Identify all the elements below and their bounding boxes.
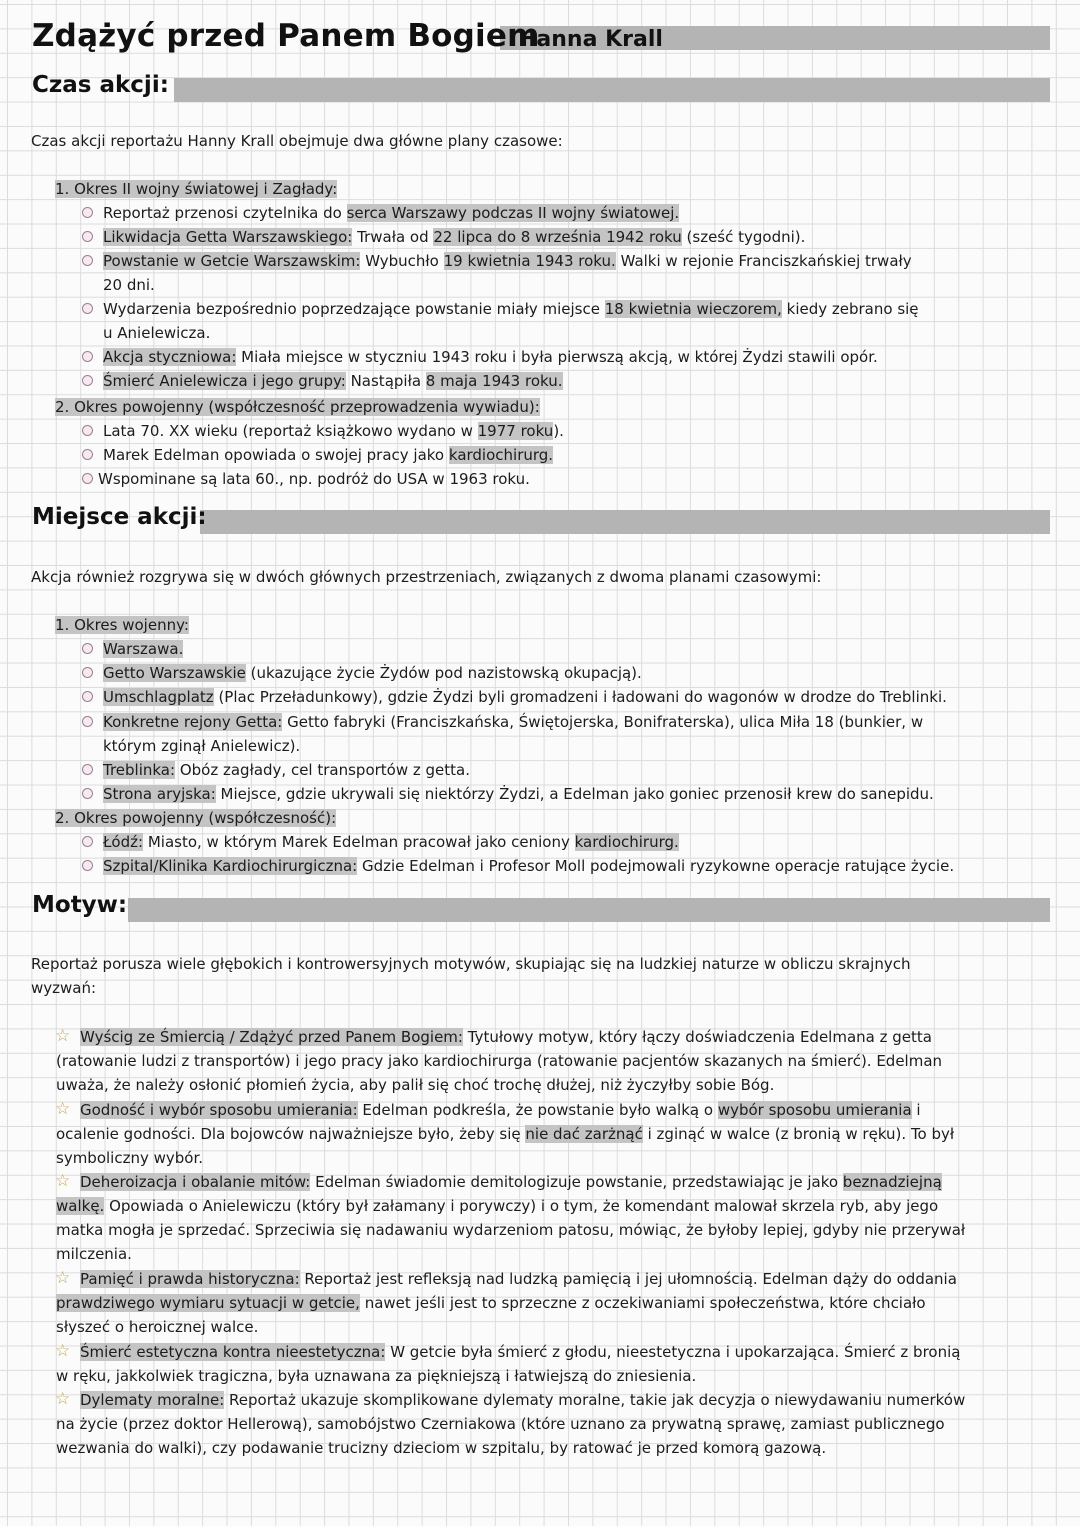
list-item: Treblinka: Obóz zagłady, cel transportów z getta. [103,761,471,779]
bullet-icon [82,788,93,799]
bullet-icon [82,716,93,727]
bullet-icon [82,207,93,218]
motyw-line: Godność i wybór sposobu umierania: Edelman podkreśla, że powstanie było walką o wybór sposobu umierania i [80,1101,921,1119]
list-item: Powstanie w Getcie Warszawskim: Wybuchło 19 kwietnia 1943 roku. Walki w rejonie Franciszkańskiej trwały [103,252,912,270]
bullet-icon [82,351,93,362]
motyw-line: słyszeć o heroicznej walce. [56,1318,259,1336]
star-icon: ☆ [55,1099,71,1119]
list-item-continuation: którym zginął Anielewicz). [103,737,301,755]
period-heading: 1. Okres wojenny: [55,616,189,634]
motyw-line: prawdziwego wymiaru sytuacji w getcie, nawet jeśli jest to sprzeczne z oczekiwaniami społeczeństwa, które chciało [56,1294,926,1312]
period-heading: 2. Okres powojenny (współczesność): [55,809,337,827]
motyw-line: Wyścig ze Śmiercią / Zdążyć przed Panem Bogiem: Tytułowy motyw, który łączy doświadczenia Edelmana z getta [80,1028,932,1046]
bullet-icon [82,303,93,314]
list-item-continuation: 20 dni. [103,276,155,294]
section-highlight-bar [174,78,1050,102]
motyw-line: (ratowanie ludzi z transportów) i jego pracy jako kardiochirurga (ratowanie pacjentów skazanych na śmierć). Edelman [56,1052,943,1070]
section-miejsce-akcji [30,504,1050,534]
period-heading: 1. Okres II wojny światowej i Zagłady: [55,180,338,198]
section-highlight-bar [200,510,1050,534]
list-item: Wydarzenia bezpośrednio poprzedzające powstanie miały miejsce 18 kwietnia wieczorem, kiedy zebrano się [103,300,919,318]
motyw-line: milczenia. [56,1245,132,1263]
list-item: Lata 70. XX wieku (reportaż książkowo wydano w 1977 roku). [103,422,564,440]
motyw-line: na życie (przez doktor Hellerową), samobójstwo Czerniakowa (które uznano za prywatną sprawę, zamiast publicznego [56,1415,945,1433]
section-motyw [30,892,1050,922]
bullet-icon [82,425,93,436]
star-icon: ☆ [55,1026,71,1046]
page-title: Zdążyć przed Panem Bogiem [32,18,540,54]
list-item: Strona aryjska: Miejsce, gdzie ukrywali się niektórzy Żydzi, a Edelman jako goniec przenosił krew do sanepidu. [103,785,934,803]
period-heading: 2. Okres powojenny (współczesność przeprowadzenia wywiadu): [55,398,540,416]
list-item: Likwidacja Getta Warszawskiego: Trwała od 22 lipca do 8 września 1942 roku (sześć tygodni). [103,228,806,246]
list-item: Konkretne rejony Getta: Getto fabryki (Franciszkańska, Świętojerska, Bonifraterska), ulica Miła 18 (bunkier, w [103,713,924,731]
list-item-continuation: u Anielewicza. [103,324,211,342]
bullet-icon [82,836,93,847]
list-item: Szpital/Klinika Kardiochirurgiczna: Gdzie Edelman i Profesor Moll podejmowali ryzykowne operacje ratujące życie. [103,857,955,875]
list-item: Getto Warszawskie (ukazujące życie Żydów pod nazistowską okupacją). [103,664,642,682]
motyw-line: matka mogła je sprzedać. Sprzeciwia się nadawaniu wydarzeniom patosu, mówiąc, że byłoby lepiej, gdyby nie przerywał [56,1221,966,1239]
section-heading: Miejsce akcji: [32,504,207,530]
motyw-line: w ręku, jakkolwiek tragiczna, była uznawana za piękniejszą i łatwiejszą do zniesienia. [56,1367,697,1385]
list-item: Akcja styczniowa: Miała miejsce w styczniu 1943 roku i była pierwszą akcją, w której Żydzi stawili opór. [103,348,878,366]
motyw-line: Śmierć estetyczna kontra nieestetyczna: W getcie była śmierć z głodu, nieestetyczna i upokarzająca. Śmierć z bronią [80,1343,961,1361]
section-heading: Czas akcji: [32,72,169,98]
list-item: Reportaż przenosi czytelnika do serca Warszawy podczas II wojny światowej. [103,204,680,222]
list-item: Marek Edelman opowiada o swojej pracy jako kardiochirurg. [103,446,554,464]
list-item: Śmierć Anielewicza i jego grupy: Nastąpiła 8 maja 1943 roku. [103,372,563,390]
motyw-line: Pamięć i prawda historyczna: Reportaż jest refleksją nad ludzką pamięcią i jej ułomnością. Edelman dąży do oddania [80,1270,957,1288]
section-highlight-bar [128,898,1050,922]
motyw-intro-continuation: wyzwań: [31,979,97,997]
list-item: Łódź: Miasto, w którym Marek Edelman pracował jako ceniony kardiochirurg. [103,833,679,851]
motyw-line: Deheroizacja i obalanie mitów: Edelman świadomie demitologizuje powstanie, przedstawiając je jako beznadziejną [80,1173,942,1191]
miejsce-intro: Akcja również rozgrywa się w dwóch głównych przestrzeniach, związanych z dwoma planami czasowymi: [31,568,822,586]
star-icon: ☆ [55,1171,71,1191]
bullet-icon [82,449,93,460]
motyw-intro: Reportaż porusza wiele głębokich i kontrowersyjnych motywów, skupiając się na ludzkiej naturze w obliczu skrajnych [31,955,911,973]
title-row [30,18,1050,58]
star-icon: ☆ [55,1268,71,1288]
list-item: Wspominane są lata 60., np. podróż do USA w 1963 roku. [98,470,530,488]
bullet-icon [82,667,93,678]
bullet-icon [82,231,93,242]
bullet-icon [82,255,93,266]
list-item: Umschlagplatz (Plac Przeładunkowy), gdzie Żydzi byli gromadzeni i ładowani do wagonów w drodze do Treblinki. [103,688,947,706]
bullet-icon [82,375,93,386]
bullet-icon [82,764,93,775]
section-czas-akcji [30,72,1050,102]
motyw-line: Dylematy moralne: Reportaż ukazuje skomplikowane dylematy moralne, takie jak decyzja o niewydawaniu numerków [80,1391,966,1409]
motyw-line: symboliczny wybór. [56,1149,204,1167]
star-icon: ☆ [55,1389,71,1409]
list-item: Warszawa. [103,640,184,658]
section-heading: Motyw: [32,892,128,918]
bullet-icon [82,691,93,702]
motyw-line: wezwania do walki), czy podawanie trucizny dzieciom w szpitalu, by ratować je przed komorą gazową. [56,1439,827,1457]
motyw-line: ocalenie godności. Dla bojowców najważniejsze było, żeby się nie dać zarżnąć i zginąć w walce (z bronią w ręku). To był [56,1125,955,1143]
bullet-icon [82,860,93,871]
motyw-line: uważa, że należy osłonić płomień życia, aby palił się choć trochę dłużej, niż życzyłby sobie Bóg. [56,1076,775,1094]
motyw-line: walkę. Opowiada o Anielewiczu (który był załamany i porywczy) i o tym, że komendant malował skrzela ryb, aby jego [56,1197,939,1215]
czas-intro: Czas akcji reportażu Hanny Krall obejmuje dwa główne plany czasowe: [31,132,563,150]
bullet-icon [82,473,93,484]
author-name: Hanna Krall [518,27,663,52]
bullet-icon [82,643,93,654]
star-icon: ☆ [55,1341,71,1361]
